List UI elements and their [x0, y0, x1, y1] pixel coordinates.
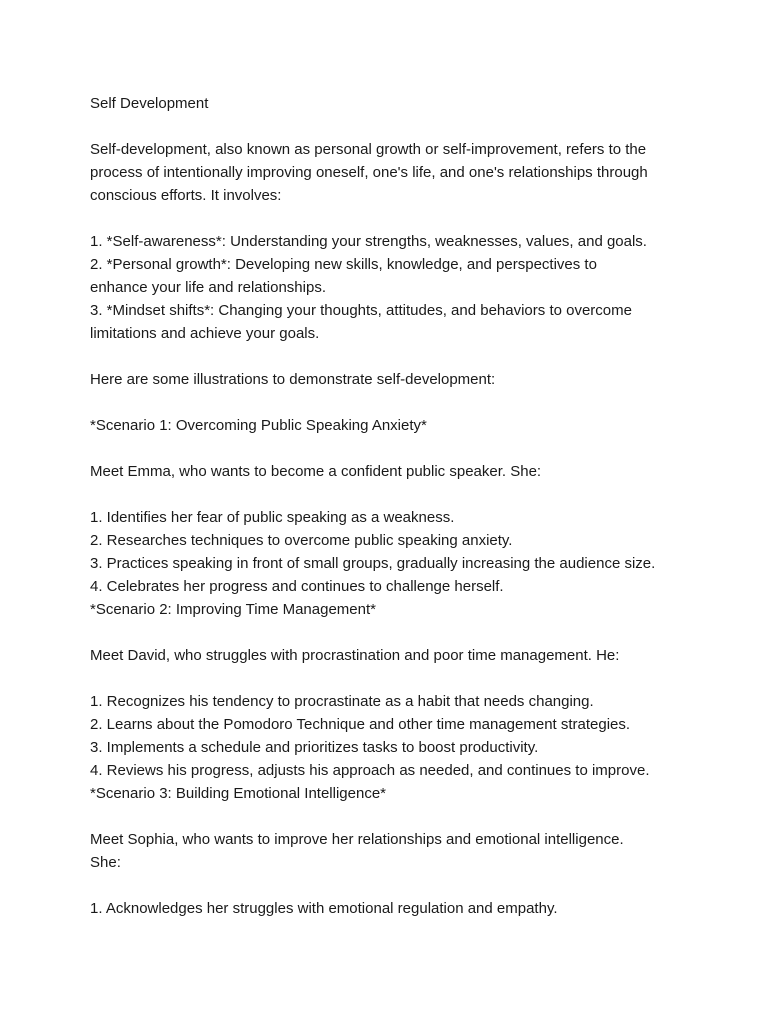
scenario-2-step: 2. Learns about the Pomodoro Technique and other time management strategies.	[90, 716, 631, 733]
involves-list-item: 1. *Self-awareness*: Understanding your strengths, weaknesses, values, and goals.	[90, 233, 647, 250]
intro-line: Self-development, also known as personal growth or self-improvement, refers to the	[90, 141, 647, 158]
involves-list-item: enhance your life and relationships.	[90, 279, 326, 296]
scenario-3-intro: Meet Sophia, who wants to improve her relationships and emotional intelligence.	[90, 831, 624, 848]
spacer	[90, 115, 690, 138]
scenario-2-step: 4. Reviews his progress, adjusts his approach as needed, and continues to improve.	[90, 762, 650, 779]
spacer	[90, 437, 690, 460]
document-body	[90, 92, 690, 920]
spacer	[90, 874, 690, 897]
spacer	[90, 207, 690, 230]
scenario-1-heading: *Scenario 1: Overcoming Public Speaking Anxiety*	[90, 417, 427, 434]
scenario-2-intro: Meet David, who struggles with procrastination and poor time management. He:	[90, 647, 620, 664]
involves-list-item: 3. *Mindset shifts*: Changing your thoughts, attitudes, and behaviors to overcome	[90, 302, 632, 319]
spacer	[90, 805, 690, 828]
involves-list-item: limitations and achieve your goals.	[90, 325, 320, 342]
intro-line: conscious efforts. It involves:	[90, 187, 282, 204]
illustrations-intro: Here are some illustrations to demonstrate self-development:	[90, 371, 496, 388]
scenario-1-step: 3. Practices speaking in front of small groups, gradually increasing the audience size.	[90, 555, 656, 572]
scenario-1-step: 4. Celebrates her progress and continues to challenge herself.	[90, 578, 504, 595]
spacer	[90, 391, 690, 414]
scenario-1-intro: Meet Emma, who wants to become a confident public speaker. She:	[90, 463, 542, 480]
intro-line: process of intentionally improving oneself, one's life, and one's relationships through	[90, 164, 648, 181]
scenario-2-step: 1. Recognizes his tendency to procrastinate as a habit that needs changing.	[90, 693, 594, 710]
spacer	[90, 621, 690, 644]
scenario-1-step: 1. Identifies her fear of public speaking as a weakness.	[90, 509, 455, 526]
spacer	[90, 345, 690, 368]
scenario-3-heading: *Scenario 3: Building Emotional Intelligence*	[90, 785, 387, 802]
involves-list-item: 2. *Personal growth*: Developing new skills, knowledge, and perspectives to	[90, 256, 597, 273]
spacer	[90, 667, 690, 690]
scenario-3-intro: She:	[90, 854, 121, 871]
scenario-2-step: 3. Implements a schedule and prioritizes tasks to boost productivity.	[90, 739, 539, 756]
document-title: Self Development	[90, 95, 209, 112]
spacer	[90, 483, 690, 506]
scenario-2-heading: *Scenario 2: Improving Time Management*	[90, 601, 376, 618]
scenario-3-step: 1. Acknowledges her struggles with emotional regulation and empathy.	[90, 900, 558, 917]
scenario-1-step: 2. Researches techniques to overcome public speaking anxiety.	[90, 532, 513, 549]
